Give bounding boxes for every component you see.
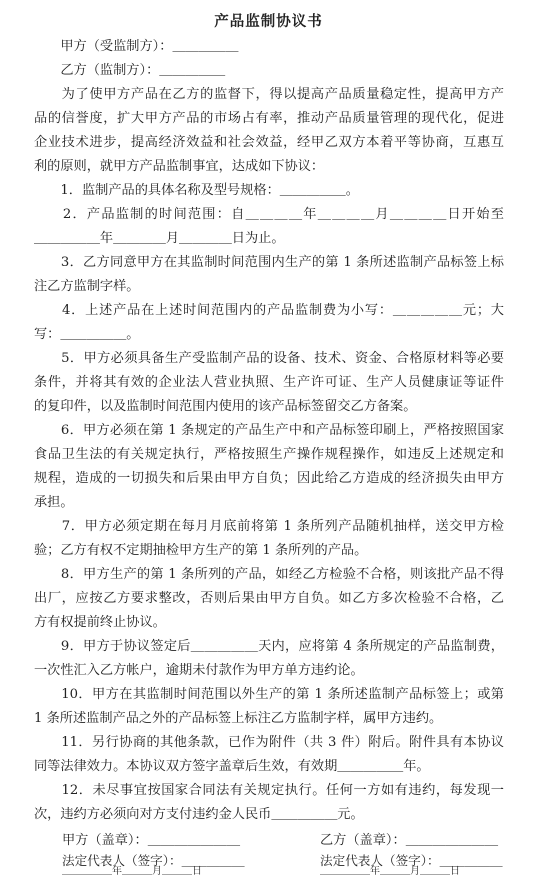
clause-line: 12．未尽事宜按国家合同法有关规定执行。任何一方如有违约，每发现一 (34, 783, 504, 798)
clause-line: 1 条所述监制产品之外的产品标签上标注乙方监制字样，属甲方违约。 (34, 711, 443, 726)
clause-line: 4．上述产品在上述时间范围内的产品监制费为小写：＿＿＿＿＿元；大 (34, 303, 504, 318)
document-title: 产品监制协议书 (214, 13, 323, 30)
clause-line: 1．监制产品的具体名称及型号规格：＿＿＿＿＿。 (34, 183, 359, 198)
clause-line: 的复印件，以及监制时间范围内使用的该产品标签留交乙方备案。 (34, 399, 417, 414)
clause-line: 方有权提前终止协议。 (34, 615, 166, 630)
clause-line: 5．甲方必须具备生产受监制产品的设备、技术、资金、合格原材料等必要 (34, 351, 504, 366)
clause-line: 2．产品监制的时间范围：自＿＿＿＿年＿＿＿＿月＿＿＿＿日开始至 (34, 207, 504, 222)
clause-line: 次，违约方必须向对方支付违约金人民币＿＿＿＿＿元。 (34, 807, 364, 822)
party-b-representative-field: 法定代表人（签字）：＿＿＿＿＿ (320, 853, 503, 868)
preamble-line: 利的原则，就甲方产品监制事宜，达成如下协议： (34, 159, 325, 174)
clause-line: 注乙方监制字样。 (34, 279, 140, 294)
clause-line: 11．另行协商的其他条款，已作为附件（共 3 件）附后。附件具有本协议 (34, 735, 504, 750)
clause-line: 条件，并将其有效的企业法人营业执照、生产许可证、生产人员健康证等证件 (34, 375, 504, 390)
clause-line: 写：＿＿＿＿＿。 (34, 327, 140, 342)
clause-line: 一次性汇入乙方帐户，逾期未付款作为甲方单方违约论。 (34, 663, 364, 678)
preamble-line: 企业技术进步，提高经济效益和社会效益，经甲乙双方本着平等协商，互惠互 (34, 135, 504, 150)
clause-line: 同等法律效力。本协议双方签字盖章后生效，有效期＿＿＿＿＿年。 (34, 759, 430, 774)
preamble-line: 品的信誉度，扩大甲方产品的市场占有率，推动产品质量管理的现代化，促进 (34, 111, 504, 126)
preamble-line: 为了使甲方产品在乙方的监督下，得以提高产品质量稳定性，提高甲方产 (34, 87, 504, 102)
clause-line: 承担。 (34, 495, 74, 510)
party-a-representative-field: 法定代表人（签字）：＿＿＿＿＿ (62, 853, 245, 868)
party-a-date-field: ＿＿＿＿＿年＿＿＿月＿＿＿日 (62, 866, 202, 877)
clause-line: 规程，造成的一切损失和后果由甲方自负；因此给乙方造成的经济损失由甲方 (34, 471, 504, 486)
clause-line: 10．甲方在其监制时间范围以外生产的第 1 条所述监制产品标签上；或第 (34, 687, 504, 702)
clause-line: 6．甲方必须在第 1 条规定的产品生产中和产品标签印刷上，严格按照国家 (34, 423, 504, 438)
party-b-date-field: ＿＿＿＿＿年＿＿＿月＿＿＿日 (320, 866, 460, 877)
clause-line: ＿＿＿＿＿年＿＿＿＿月＿＿＿＿日为止。 (34, 231, 285, 246)
clause-line: 验；乙方有权不定期抽检甲方生产的第 1 条所列的产品。 (34, 543, 368, 558)
party-a-seal-field: 甲方（盖章）：＿＿＿＿＿＿＿ (62, 833, 241, 848)
clause-line: 8．甲方生产的第 1 条所列的产品，如经乙方检验不合格，则该批产品不得 (34, 567, 504, 582)
party-a-line: 甲方（受监制方）：＿＿＿＿＿ (34, 39, 239, 54)
clause-line: 出厂，应按乙方要求整改，否则后果由甲方自负。如乙方多次检验不合格，乙 (34, 591, 504, 606)
clause-line: 3．乙方同意甲方在其监制时间范围内生产的第 1 条所述监制产品标签上标 (34, 255, 504, 270)
party-b-line: 乙方（监制方）：＿＿＿＿＿ (34, 63, 226, 78)
clause-line: 9．甲方于协议签定后＿＿＿＿＿天内，应将第 4 条所规定的产品监制费， (34, 639, 504, 654)
clause-line: 食品卫生法的有关规定执行，严格按照生产操作规程操作，如违反上述规定和 (34, 447, 504, 462)
party-b-seal-field: 乙方（盖章）：＿＿＿＿＿＿＿ (320, 833, 499, 848)
clause-line: 7．甲方必须定期在每月月底前将第 1 条所列产品随机抽样，送交甲方检 (34, 519, 504, 534)
